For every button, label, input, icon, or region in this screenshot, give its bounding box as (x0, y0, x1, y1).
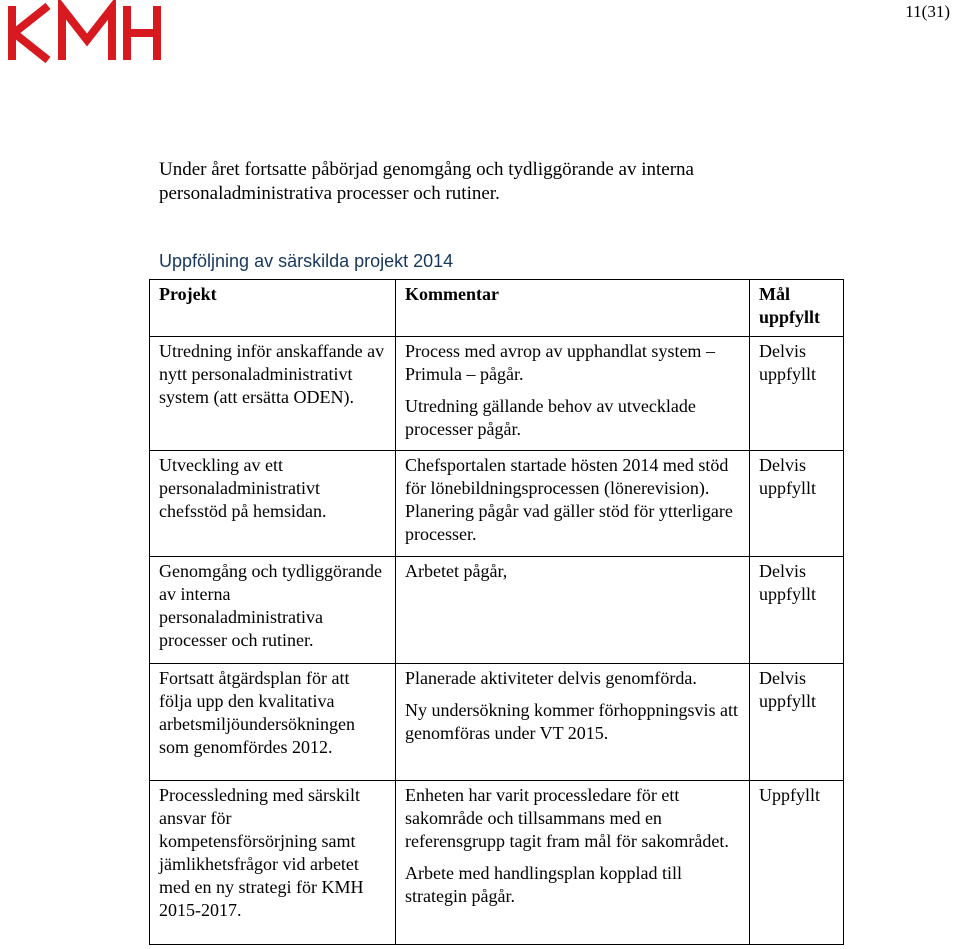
header-goal: Mål uppfyllt (750, 280, 844, 337)
intro-paragraph: Under året fortsatte påbörjad genomgång och tydliggörande av interna personaladministrativa processer och rutiner. (159, 159, 694, 204)
table-row (150, 781, 844, 945)
comment-text: Chefsportalen startade hösten 2014 med stöd för lönebildningsprocessen (lönerevision). Planering pågår vad gäller stöd för ytterligare processer. (405, 455, 733, 544)
table-row (150, 664, 844, 781)
comment-text: Ny undersökning kommer förhoppningsvis att genomföras under VT 2015. (405, 700, 738, 743)
goal-cell: Delvis uppfyllt (750, 451, 844, 557)
section-heading: Uppföljning av särskilda projekt 2014 (159, 251, 454, 271)
goal-cell: Delvis uppfyllt (750, 337, 844, 451)
table-row (150, 451, 844, 557)
comment-cell (396, 337, 750, 451)
comment-cell (396, 664, 750, 781)
comment-text: Enheten har varit processledare för ett sakområde och tillsammans med en referensgrupp tagit fram mål för sakområdet. (405, 785, 729, 851)
goal-cell: Delvis uppfyllt (750, 557, 844, 664)
goal-cell: Uppfyllt (750, 781, 844, 945)
goal-cell: Delvis uppfyllt (750, 664, 844, 781)
comment-text: Arbete med handlingsplan kopplad till strategin pågår. (405, 863, 682, 906)
table-row (150, 557, 844, 664)
comment-text: Planerade aktiviteter delvis genomförda. (405, 668, 697, 688)
project-cell: Genomgång och tydliggörande av interna personaladministrativa processer och rutiner. (150, 557, 396, 664)
comment-text: Arbetet pågår, (405, 561, 508, 581)
comment-cell (396, 451, 750, 557)
comment-cell (396, 557, 750, 664)
project-cell: Utredning inför anskaffande av nytt personaladministrativt system (att ersätta ODEN). (150, 337, 396, 451)
table-row (150, 337, 844, 451)
header-comment: Kommentar (396, 280, 750, 337)
project-cell: Processledning med särskilt ansvar för kompetensförsörjning samt jämlikhetsfrågor vid arbetet med en ny strategi för KMH 2015-2017. (150, 781, 396, 945)
project-cell: Utveckling av ett personaladministrativt chefsstöd på hemsidan. (150, 451, 396, 557)
page-number: 11(31) (905, 2, 950, 21)
comment-text: Process med avrop av upphandlat system – Primula – pågår. (405, 341, 715, 384)
project-cell: Fortsatt åtgärdsplan för att följa upp den kvalitativa arbetsmiljöundersökningen som genomfördes 2012. (150, 664, 396, 781)
comment-text: Utredning gällande behov av utvecklade processer pågår. (405, 396, 696, 439)
kmh-logo (4, 0, 164, 66)
table-header-row (150, 280, 844, 337)
header-project: Projekt (150, 280, 396, 337)
projects-table (149, 279, 844, 945)
comment-cell (396, 781, 750, 945)
